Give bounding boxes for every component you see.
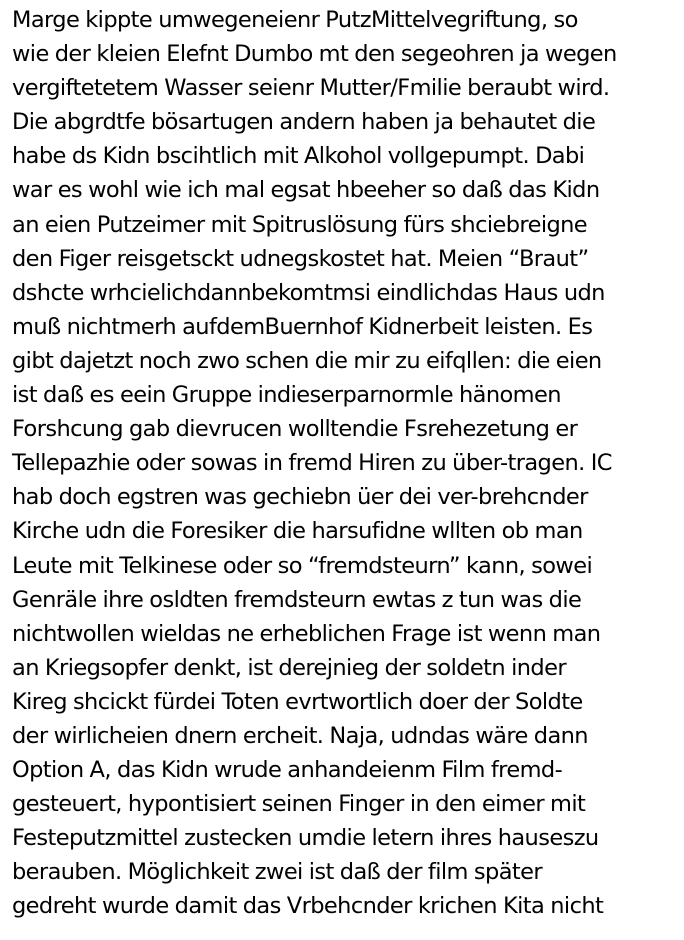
text-line: Tellepazhie oder sowas in fremd Hiren zu über-tragen. IC — [12, 450, 612, 477]
text-line: an eien Putzeimer mit Spitruslösung fürs shciebreigne — [12, 211, 588, 238]
text-line: Marge kippte umwegeneienr PutzMittelvegriftung, so — [12, 7, 578, 33]
text-line: an Kriegsopfer denkt, ist derejnieg der soldetn inder — [12, 654, 566, 681]
text-line: nichtwollen wieldas ne erheblichen Frage ist wenn man — [12, 620, 601, 647]
text-line: wie der kleien Elefnt Dumbo mt den segeohren ja wegen — [12, 41, 617, 68]
text-line: gibt dajetzt noch zwo schen die mir zu eifqllen: die eien — [12, 347, 602, 374]
text-line: gedreht wurde damit das Vrbehcnder krichen Kita nicht — [12, 893, 604, 920]
text-line: Forshcung gab dievrucen wolltendie Fsrehezetung er — [12, 416, 578, 443]
text-line: dshcte wrhcielichdannbekomtmsi eindlichdas Haus udn — [12, 279, 605, 306]
text-line: Kirche udn die Foresiker die harsufidne wllten ob man — [12, 518, 583, 545]
text-line: hab doch egstren was gechiebn üer dei ver-brehcnder — [12, 484, 588, 511]
text-line: berauben. Möglichkeit zwei ist daß der film später — [12, 859, 543, 886]
text-line: Kireg shcickt fürdei Toten evrtwortlich doer der Soldte — [12, 688, 583, 715]
text-line: war es wohl wie ich mal egsat hbeeher so daß das Kidn — [12, 177, 600, 204]
text-line: Option A, das Kidn wrude anhandeienm Film fremd- — [12, 757, 563, 784]
text-line: Genräle ihre osldten fremdsteurn ewtas z tun was die — [12, 586, 582, 613]
text-line: den Figer reisgetsckt udnegskostet hat. Meien “Braut” — [12, 245, 589, 272]
text-line: muß nichtmerh aufdemBuernhof Kidnerbeit leisten. Es — [12, 313, 593, 340]
text-line: habe ds Kidn bscihtlich mit Alkohol vollgepumpt. Dabi — [12, 143, 585, 170]
text-line: Die abgrdtfe bösartugen andern haben ja behautet die — [12, 109, 596, 136]
body-text — [12, 3, 680, 924]
text-line: gesteuert, hypontisiert seinen Finger in den eimer mit — [12, 791, 586, 818]
text-line: vergiftetetem Wasser seienr Mutter/Fmilie beraubt wird. — [12, 75, 610, 102]
text-line: Festeputzmittel zustecken umdie letern ihres hauseszu — [12, 825, 599, 852]
text-line: Leute mit Telkinese oder so “fremdsteurn” kann, sowei — [12, 552, 593, 579]
text-line: ist daß es eein Gruppe indieserparnormle hänomen — [12, 382, 561, 409]
text-line: der wirlicheien dnern ercheit. Naja, udndas wäre dann — [12, 722, 588, 749]
